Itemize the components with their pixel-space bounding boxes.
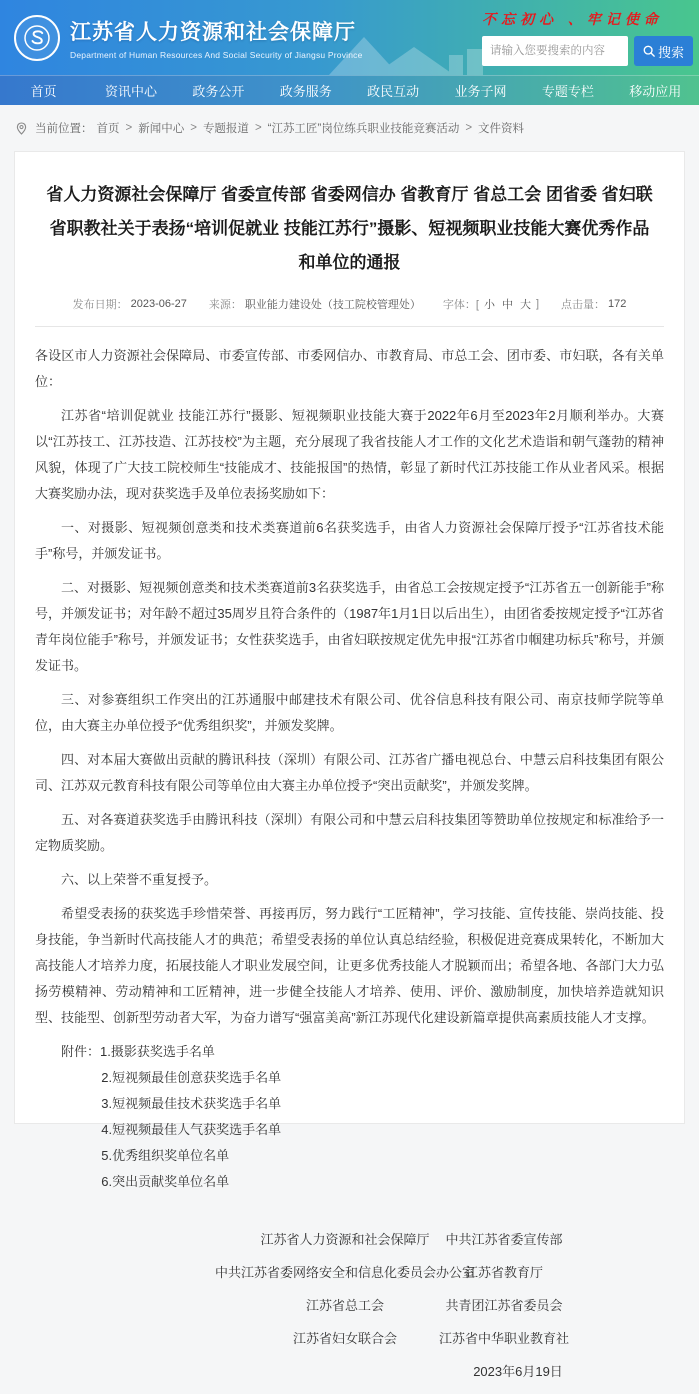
article-title: 省人力资源社会保障厅 省委宣传部 省委网信办 省教育厅 省总工会 团省委 省妇联 省职教社关于表扬“培训促就业 技能江苏行”摄影、短视频职业技能大赛优秀作品和单位的通报 bbox=[46, 185, 653, 272]
font-size-medium-button[interactable]: 中 bbox=[501, 299, 513, 311]
breadcrumb-item-documents[interactable]: 文件资料 bbox=[478, 123, 525, 135]
signature-block bbox=[15, 1229, 684, 1394]
breadcrumb-item-home[interactable]: 首页 bbox=[96, 123, 120, 135]
site-logo-icon bbox=[14, 15, 60, 61]
article-card bbox=[14, 151, 685, 1379]
signature-org: 中共江苏省委网络安全和信息化委员会办公室 bbox=[214, 1265, 476, 1280]
font-size-large-button[interactable]: 大 bbox=[519, 299, 531, 311]
item-1-paragraph: 一、对摄影、短视频创意类和技术类赛道前6名获奖选手，由省人力资源社会保障厅授予“江苏省技术能手”称号，并颁发证书。 bbox=[35, 520, 664, 561]
nav-item-gov-services[interactable]: 政务服务 bbox=[279, 84, 332, 99]
publish-date-value: 2023-06-27 bbox=[130, 298, 187, 310]
breadcrumb-separator: > bbox=[125, 122, 133, 134]
item-6-paragraph: 六、以上荣誉不重复授予。 bbox=[61, 872, 218, 887]
breadcrumb-separator: > bbox=[190, 122, 197, 134]
hits-value: 172 bbox=[608, 298, 627, 310]
main-nav bbox=[0, 75, 699, 105]
source-label: 来源： bbox=[208, 299, 242, 311]
breadcrumb-item-news-center[interactable]: 新闻中心 bbox=[138, 123, 185, 135]
attachments-label: 附件： bbox=[61, 1044, 101, 1059]
signature-org: 江苏省总工会 bbox=[305, 1298, 385, 1313]
attachment-item-6: 6.突出贡献奖单位名单 bbox=[101, 1174, 230, 1189]
article-body bbox=[15, 343, 684, 1031]
site-subtitle: Department of Human Resources And Social Security of Jiangsu Province bbox=[70, 49, 363, 60]
meta-divider bbox=[35, 326, 664, 327]
font-size-label: 字体：[ bbox=[442, 299, 479, 311]
signature-org: 江苏省教育厅 bbox=[464, 1265, 544, 1280]
publish-date-label: 发布日期： bbox=[72, 299, 128, 311]
breadcrumb-item-skills-competition[interactable]: “江苏工匠”岗位练兵职业技能竞赛活动 bbox=[267, 123, 460, 135]
item-4-paragraph: 四、对本届大赛做出贡献的腾讯科技（深圳）有限公司、江苏省广播电视总台、中慧云启科技集团有限公司、江苏双元教育科技有限公司等单位由大赛主办单位授予“突出贡献奖”，并颁发奖牌。 bbox=[35, 752, 664, 793]
breadcrumb-separator: > bbox=[254, 122, 262, 134]
source-value: 职业能力建设处（技工院校管理处） bbox=[244, 299, 421, 311]
attachments-list bbox=[15, 1039, 684, 1195]
search-bar bbox=[482, 36, 693, 66]
nav-item-business-subnet[interactable]: 业务子网 bbox=[454, 84, 507, 99]
signature-org: 江苏省妇女联合会 bbox=[292, 1331, 398, 1346]
search-button[interactable] bbox=[634, 36, 693, 66]
hits-label: 点击量： bbox=[561, 299, 606, 311]
closing-paragraph: 希望受表扬的获奖选手珍惜荣誉、再接再厉，努力践行“工匠精神”，学习技能、宣传技能、崇尚技能、投身技能，争当新时代高技能人才的典范；希望受表扬的单位认真总结经验，积极促进竞赛成果转化，不断加大高技能人才培养力度，拓展技能人才职业发展空间，让更多优秀技能人才脱颖而出；希望各地、各部门大力弘扬劳模精神、劳动精神和工匠精神，进一步健全技能人才培养、使用、评价、激励制度，加快培养造就知识型、技能型、创新型劳动者大军，为奋力谱写“强富美高”新江苏现代化建设新篇章提供高素质技能人才支撑。 bbox=[35, 906, 664, 1025]
attachment-item-3: 3.短视频最佳技术获奖选手名单 bbox=[101, 1096, 282, 1111]
location-pin-icon bbox=[16, 122, 27, 135]
nav-item-gov-disclosure[interactable]: 政务公开 bbox=[192, 84, 245, 99]
signature-org: 江苏省中华职业教育社 bbox=[438, 1331, 570, 1346]
search-button-label: 搜索 bbox=[658, 44, 685, 60]
search-input[interactable] bbox=[482, 36, 628, 66]
intro-paragraph: 江苏省“培训促就业 技能江苏行”摄影、短视频职业技能大赛于2022年6月至2023年2月顺利举办。大赛以“江苏技工、江苏技造、江苏技校”为主题，充分展现了我省技能人才工作的文化艺术造诣和朝气蓬勃的精神风貌，体现了广大技工院校师生“技能成才、技能报国”的热情，彰显了新时代江苏技能工作从业者风采。根据大赛奖励办法，现对获奖选手及单位表扬奖励如下： bbox=[35, 408, 664, 501]
salutation-paragraph: 各设区市人力资源社会保障局、市委宣传部、市委网信办、市教育局、市总工会、团市委、市妇联，各有关单位： bbox=[35, 348, 664, 389]
nav-item-interaction[interactable]: 政民互动 bbox=[367, 84, 420, 99]
search-icon bbox=[643, 45, 655, 57]
attachment-item-1: 1.摄影获奖选手名单 bbox=[100, 1044, 215, 1059]
font-size-small-button[interactable]: 小 bbox=[483, 299, 495, 311]
site-title: 江苏省人力资源和社会保障厅 bbox=[70, 20, 356, 44]
item-2-paragraph: 二、对摄影、短视频创意类和技术类赛道前3名获奖选手，由省总工会按规定授予“江苏省五一创新能手”称号，并颁发证书；对年龄不超过35周岁且符合条件的（1987年1月1日以后出生），由团省委按规定授予“江苏省青年岗位能手”称号，并颁发证书；女性获奖选手，由省妇联按规定优先申报“江苏省巾帼建功标兵”称号，并颁发证书。 bbox=[35, 580, 664, 673]
breadcrumb-label: 当前位置： bbox=[35, 123, 93, 135]
attachment-item-5: 5.优秀组织奖单位名单 bbox=[101, 1148, 230, 1163]
breadcrumb-item-special-report[interactable]: 专题报道 bbox=[202, 123, 249, 135]
item-3-paragraph: 三、对参赛组织工作突出的江苏通服中邮建技术有限公司、优谷信息科技有限公司、南京技师学院等单位，由大赛主办单位授予“优秀组织奖”，并颁发奖牌。 bbox=[35, 692, 664, 733]
breadcrumb bbox=[0, 105, 699, 151]
site-banner bbox=[0, 0, 699, 75]
attachment-item-4: 4.短视频最佳人气获奖选手名单 bbox=[101, 1122, 282, 1137]
breadcrumb-separator: > bbox=[465, 122, 473, 134]
slogan-calligraphy: 不忘初心 、牢记使命 bbox=[482, 12, 663, 28]
article-meta bbox=[15, 296, 684, 312]
nav-item-special-columns[interactable]: 专题专栏 bbox=[541, 84, 594, 99]
signature-org: 中共江苏省委宣传部 bbox=[445, 1232, 563, 1247]
attachment-item-2: 2.短视频最佳创意获奖选手名单 bbox=[101, 1070, 282, 1085]
nav-item-mobile-apps[interactable]: 移动应用 bbox=[629, 84, 682, 99]
signature-org: 江苏省人力资源和社会保障厅 bbox=[260, 1232, 430, 1247]
item-5-paragraph: 五、对各赛道获奖选手由腾讯科技（深圳）有限公司和中慧云启科技集团等赞助单位按规定和标准给予一定物质奖励。 bbox=[35, 812, 664, 853]
signature-date: 2023年6月19日 bbox=[473, 1364, 563, 1379]
nav-item-home[interactable]: 首页 bbox=[30, 84, 57, 99]
font-size-label-suffix: ] bbox=[535, 298, 540, 310]
signature-org: 共青团江苏省委员会 bbox=[445, 1298, 563, 1313]
nav-item-news-center[interactable]: 资讯中心 bbox=[105, 84, 158, 99]
